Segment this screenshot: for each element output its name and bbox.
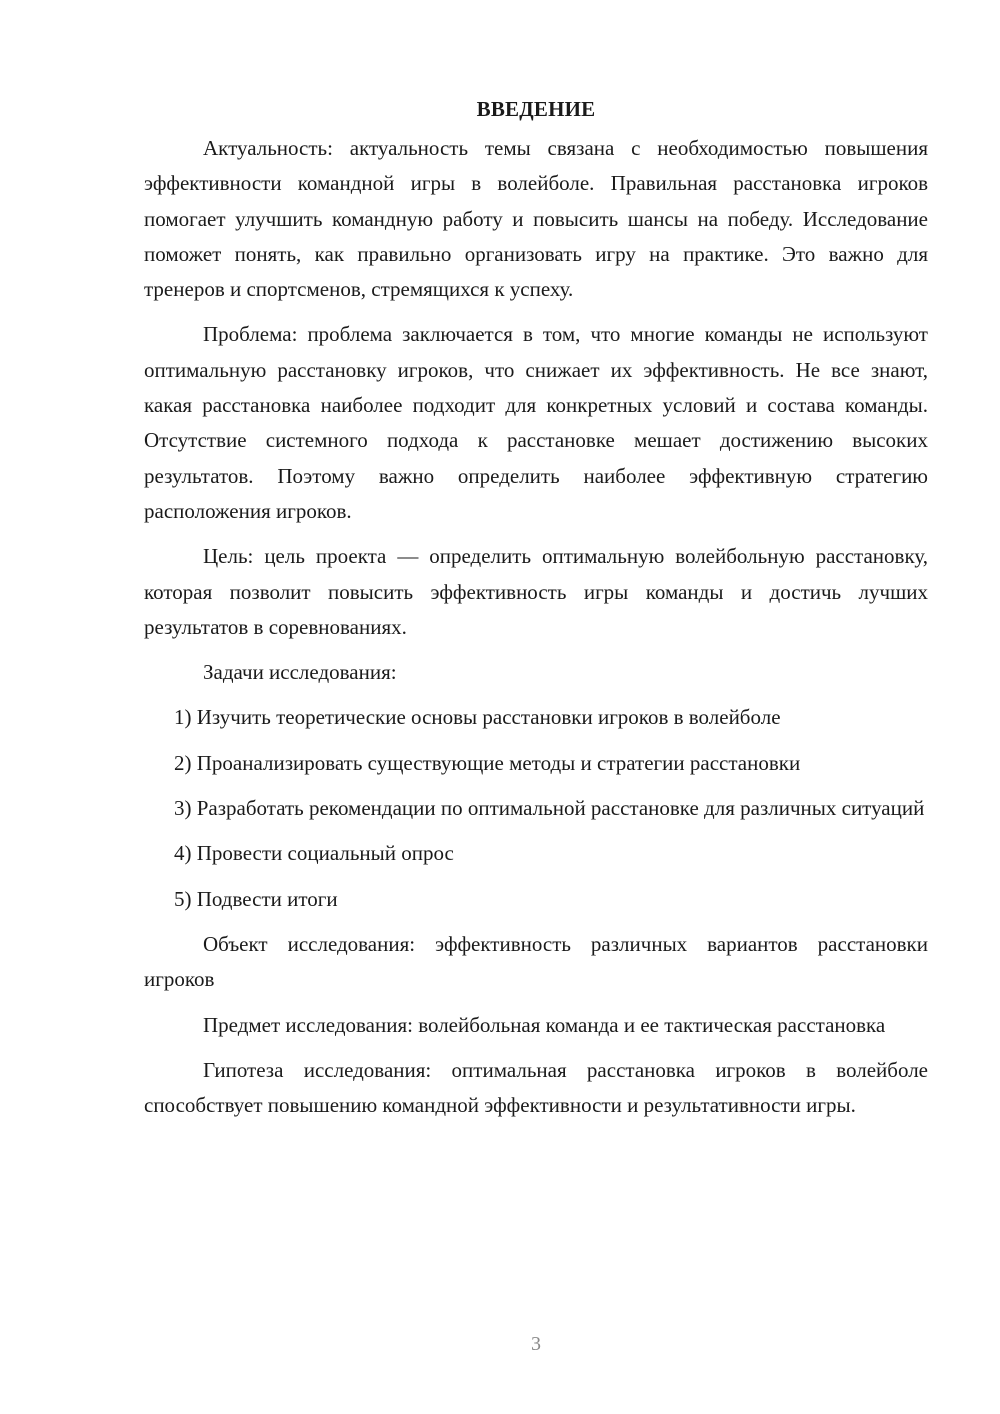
paragraph-hypothesis: Гипотеза исследования: оптимальная расстановка игроков в волейболе способствует повышению командной эффективности и результативности игры.: [144, 1057, 928, 1118]
task-item: 3) Разработать рекомендации по оптимальной расстановке для различных ситуаций: [174, 796, 925, 821]
task-item: 1) Изучить теоретические основы расстановки игроков в волейболе: [174, 705, 781, 730]
paragraph-subject: Предмет исследования: волейбольная команда и ее тактическая расстановка: [203, 1012, 886, 1037]
document-page: [144, 92, 928, 1133]
paragraph-goal: Цель: цель проекта — определить оптимальную волейбольную расстановку, которая позволит повысить эффективность игры команды и достичь лучших результатов в соревнованиях.: [144, 544, 928, 639]
section-heading: ВВЕДЕНИЕ: [476, 97, 596, 121]
paragraph-problem: Проблема: проблема заключается в том, что многие команды не используют оптимальную расстановку игроков, что снижает их эффективность. Не все знают, какая расстановка наиболее подходит для конкретных условий и состава команды. Отсутствие системного подхода к расстановке мешает достижению высоких результатов. Поэтому важно определить наиболее эффективную стратегию расположения игроков.: [144, 322, 928, 523]
paragraph-object: Объект исследования: эффективность различных вариантов расстановки игроков: [144, 931, 928, 992]
task-item: 2) Проанализировать существующие методы и стратегии расстановки: [174, 750, 801, 775]
page-number: 3: [531, 1333, 541, 1355]
task-item: 4) Провести социальный опрос: [174, 841, 454, 866]
task-item: 5) Подвести итоги: [174, 886, 338, 911]
paragraph-tasks-title: Задачи исследования:: [203, 660, 397, 685]
paragraph-relevance: Актуальность: актуальность темы связана с необходимостью повышения эффективности командной игры в волейболе. Правильная расстановка игроков помогает улучшить командную работу и повысить шансы на победу. Исследование поможет понять, как правильно организовать игру на практике. Это важно для тренеров и спортсменов, стремящихся к успеху.: [144, 136, 928, 302]
